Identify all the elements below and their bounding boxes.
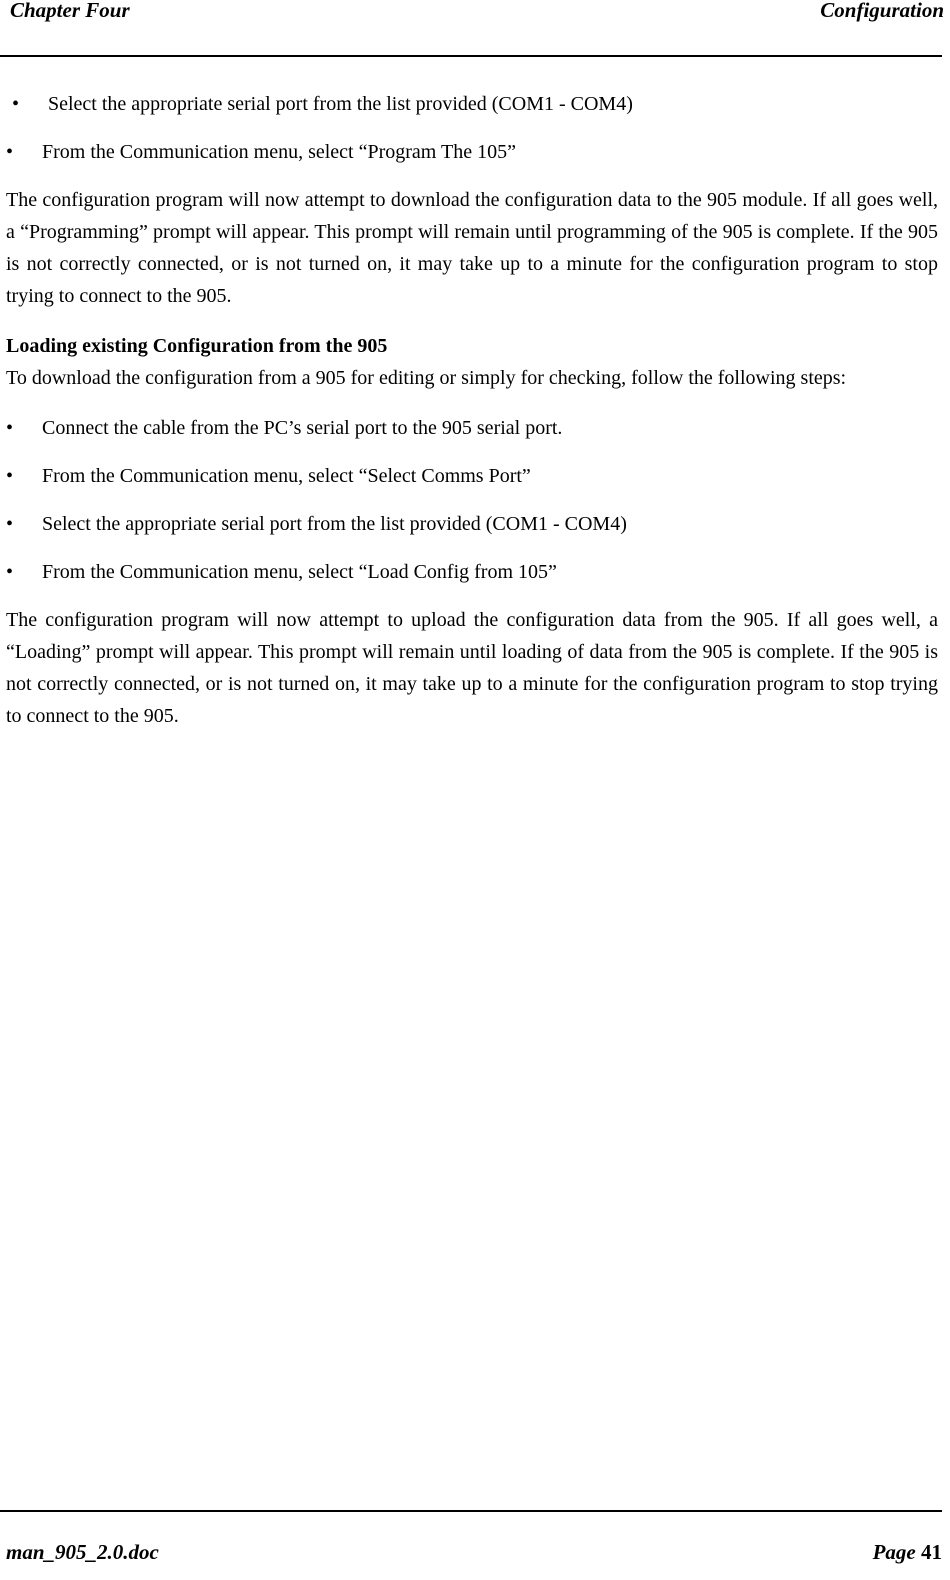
section-heading: Loading existing Configuration from the 905 [6,335,388,357]
paragraph-programming: The configuration program will now attempt to download the configuration data to the 905 module. If all goes well, a “Programming” prompt will appear. This prompt will remain until programming of the 905 is complete. If the 905 is not correctly connected, or is not turned on, it may take up to a minute for the configuration program to stop trying to connect to the 905. [6,189,938,307]
bullet-icon: • [6,417,14,439]
bullet-icon: • [6,513,14,535]
list-item-text: Select the appropriate serial port from the list provided (COM1 - COM4) [48,93,633,115]
list-item [6,508,938,540]
list-item-text: Connect the cable from the PC’s serial port to the 905 serial port. [42,417,563,439]
document-filename: man_905_2.0.doc [6,1540,159,1564]
chapter-title: Chapter Four [10,0,130,22]
page-body [6,88,938,750]
list-item-text: From the Communication menu, select “Program The 105” [42,141,516,163]
page-header [6,0,944,30]
section-title: Configuration [820,0,944,22]
paragraph-intro: To download the configuration from a 905 for editing or simply for checking, follow the following steps: [6,367,847,389]
list-item [6,460,938,492]
footer-rule [0,1510,942,1512]
list-item [6,88,938,120]
page-number-label [873,1540,942,1565]
bullet-icon: • [6,561,14,583]
list-item [6,136,938,168]
list-item [6,412,938,444]
list-item-text: From the Communication menu, select “Load Config from 105” [42,561,557,583]
page-number: 41 [921,1540,942,1564]
header-rule [0,55,942,57]
bullet-icon: • [12,93,20,115]
page-label: Page [872,1540,916,1564]
list-item [6,556,938,588]
list-item-text: From the Communication menu, select “Select Comms Port” [42,465,531,487]
bullet-icon: • [6,465,14,487]
paragraph-loading: The configuration program will now attempt to upload the configuration data from the 905. If all goes well, a “Loading” prompt will appear. This prompt will remain until loading of data from the 905 is complete. If the 905 is not correctly connected, or is not turned on, it may take up to a minute for the configuration program to stop trying to connect to the 905. [6,609,938,727]
bullet-icon: • [6,141,14,163]
list-item-text: Select the appropriate serial port from the list provided (COM1 - COM4) [42,513,627,535]
